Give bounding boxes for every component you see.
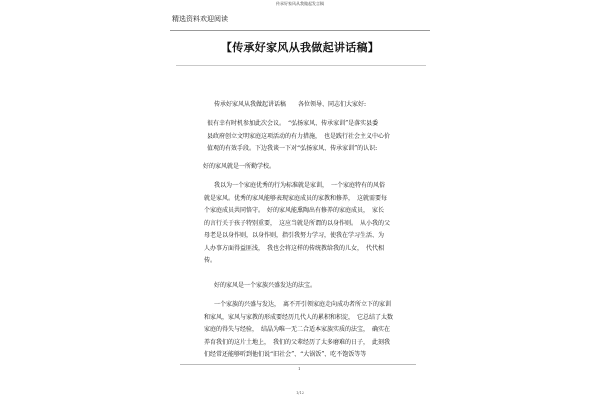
paragraph-family-rules: [170, 180, 464, 268]
text-line: 和家风，家风与家教的形成要经历几代人的累积和积淀， 它总结了太数: [204, 313, 394, 321]
document-title: 【传承好家风从我做起讲话稿】: [220, 41, 380, 54]
text-line: 好的家风是一个家族兴盛发达的法宝。: [214, 282, 317, 289]
text-line: 的言行关于孩子特别重要， 这应当就是所谓的以身作则。 从小我的父: [204, 219, 391, 227]
text-line: 们经常还能够听到他们说“旧社会”、“大锅饭”、吃不饱饭等等: [204, 351, 367, 358]
text-line: 很有幸有时机参加此次会议。 “弘扬家风、传承家训”是落实县委: [207, 120, 379, 127]
page-bottom-divider: [180, 364, 416, 365]
text-line: 人办事方面得益匪浅， 我也会将这样的传统教给我的儿女， 代代相: [204, 244, 385, 252]
banner-divider: [170, 30, 430, 31]
paragraph-heading-1: [170, 161, 463, 174]
text-line: 家庭的得失与经验， 结晶为唯一无二合适本家族实质的法宝， 确实在: [204, 326, 391, 333]
page-banner: 精选资料欢迎阅读: [172, 15, 228, 23]
paragraph-greeting: [170, 99, 474, 112]
page-footer: 1/12: [296, 391, 304, 395]
text-line: 就是家风。优秀的家风能够表现家庭成员的家教和修养， 这就需要每: [204, 194, 388, 202]
page-number: 1: [298, 366, 301, 371]
text-line: 养育我们的这片土地上， 我们的父辈经历了太多磨难的日子， 此刻我: [204, 338, 391, 346]
text-line: 母老是以身作则，以身作则，指引我努力学习，使我在学习生活、为: [204, 232, 385, 239]
text-line: 县政府创立文明家庭这项活动的有力措施， 也是践行社会主义中心价: [207, 132, 391, 140]
paragraph-intro: [170, 118, 467, 156]
document-page: [170, 8, 430, 400]
text-line: 好的家风就是一所勤学校。: [203, 163, 276, 170]
paragraph-family-prosperity: [170, 299, 464, 362]
document-header: 传承好家风从我做起发言稿: [276, 1, 324, 6]
text-line: 一个家族的兴盛与发达， 离不开引领家庭走向成功者所立下的家训: [214, 301, 392, 308]
paragraph-heading-2: [170, 280, 474, 293]
text-line: 个家庭成员共同恪守。 好的家风能熏陶出有修养的家庭成员， 家长: [204, 207, 385, 214]
text-line: 传。: [204, 257, 217, 264]
text-line: 我以为一个家庭优秀的行为标准就是家训， 一个家庭特有的风俗: [214, 182, 386, 189]
text-line: 传承好家风从我做起讲话稿 各位领导、同志们大家好:: [214, 101, 367, 108]
text-line: 值观的有效手段。下边我谈一下对“弘扬家风、传承家训”的认识:: [207, 145, 378, 152]
title-divider: [176, 65, 426, 66]
